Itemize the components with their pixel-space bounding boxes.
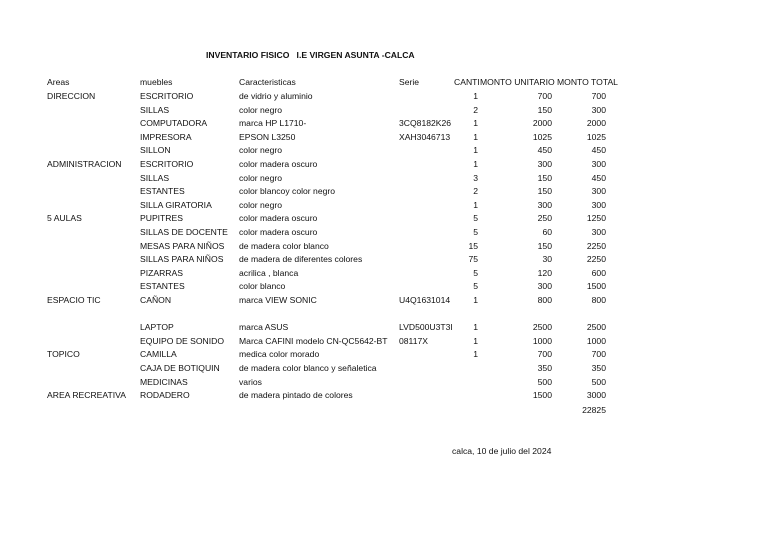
row-monto-unitario: 150 bbox=[537, 172, 552, 183]
document-title: INVENTARIO FISICO I.E VIRGEN ASUNTA -CALCA bbox=[206, 50, 415, 60]
row-monto-total: 350 bbox=[591, 363, 606, 373]
row-area bbox=[47, 104, 139, 118]
row-caracteristica: color negro bbox=[239, 172, 282, 183]
row-monto-total: 2250 bbox=[586, 254, 606, 265]
row-monto-unitario: 700 bbox=[537, 91, 552, 101]
row-monto-unitario: 150 bbox=[537, 186, 552, 197]
row-cantidad: 75 bbox=[468, 254, 478, 265]
row-serie: 08117X bbox=[399, 335, 428, 346]
row-cantidad bbox=[440, 389, 478, 403]
row-caracteristica: acrilica , blanca bbox=[239, 267, 299, 278]
row-mueble: ESTANTES bbox=[140, 281, 185, 292]
row-area bbox=[47, 376, 139, 390]
row-area: AREA RECREATIVA bbox=[47, 390, 126, 401]
row-caracteristica: medica color morado bbox=[239, 349, 320, 360]
row-area bbox=[47, 335, 139, 349]
row-monto-unitario: 60 bbox=[542, 227, 552, 237]
row-caracteristica: de madera color blanco bbox=[239, 240, 329, 251]
row-caracteristica: de madera color blanco y señaletica bbox=[239, 363, 377, 373]
row-mueble: RODADERO bbox=[140, 390, 190, 401]
row-monto-unitario: 1025 bbox=[532, 131, 552, 142]
row-monto-total: 2500 bbox=[586, 322, 606, 333]
row-monto-total: 1500 bbox=[586, 281, 606, 292]
row-cantidad: 3 bbox=[473, 172, 478, 183]
row-cantidad: 1 bbox=[473, 118, 478, 129]
row-serie: 3CQ8182K26 bbox=[399, 118, 452, 129]
row-mueble: PIZARRAS bbox=[140, 267, 183, 278]
row-cantidad: 1 bbox=[473, 322, 478, 333]
row-mueble: CAJA DE BOTIQUIN bbox=[140, 363, 220, 373]
row-monto-unitario: 800 bbox=[537, 295, 552, 305]
row-monto-total: 700 bbox=[591, 349, 606, 360]
row-monto-unitario: 150 bbox=[537, 104, 552, 115]
row-monto-total: 300 bbox=[591, 199, 606, 210]
row-monto-unitario bbox=[490, 308, 552, 322]
row-area: ADMINISTRACION bbox=[47, 159, 122, 169]
row-area: DIRECCION bbox=[47, 91, 96, 101]
row-cantidad: 5 bbox=[473, 213, 478, 224]
row-monto-unitario: 700 bbox=[537, 349, 552, 360]
grand-total: 22825 bbox=[582, 405, 606, 415]
row-mueble: PUPITRES bbox=[140, 213, 183, 224]
row-mueble: COMPUTADORA bbox=[140, 118, 208, 129]
row-monto-unitario: 2500 bbox=[532, 322, 552, 333]
row-area: TOPICO bbox=[47, 349, 80, 360]
row-monto-total: 450 bbox=[591, 145, 606, 156]
row-area: ESPACIO TIC bbox=[47, 295, 101, 305]
row-area bbox=[47, 226, 139, 240]
row-serie: LVD500U3T3I bbox=[399, 322, 453, 333]
header-muebles: muebles bbox=[140, 77, 173, 87]
row-monto-unitario: 2000 bbox=[532, 118, 552, 129]
row-monto-total: 2250 bbox=[586, 240, 606, 251]
row-monto-total: 1250 bbox=[586, 213, 606, 224]
header-monto-unitario: MONTO UNITARIO bbox=[480, 77, 555, 87]
row-cantidad: 5 bbox=[473, 267, 478, 278]
row-cantidad: 1 bbox=[473, 335, 478, 346]
row-caracteristica: color madera oscuro bbox=[239, 159, 318, 169]
row-mueble: ESTANTES bbox=[140, 186, 185, 197]
row-area bbox=[47, 117, 139, 131]
row-area bbox=[47, 131, 139, 145]
row-cantidad: 1 bbox=[473, 91, 478, 101]
row-caracteristica: de vidrio y aluminio bbox=[239, 91, 313, 101]
row-cantidad: 2 bbox=[473, 186, 478, 197]
row-mueble: SILLAS DE DOCENTE bbox=[140, 227, 228, 237]
row-monto-unitario: 120 bbox=[537, 267, 552, 278]
row-monto-total: 300 bbox=[591, 186, 606, 197]
row-caracteristica: marca VIEW SONIC bbox=[239, 295, 317, 305]
row-mueble: ESCRITORIO bbox=[140, 91, 194, 101]
date-footer: calca, 10 de julio del 2024 bbox=[452, 446, 552, 456]
row-caracteristica: color negro bbox=[239, 145, 282, 156]
row-monto-unitario: 30 bbox=[542, 254, 552, 265]
row-monto-unitario: 1500 bbox=[532, 390, 552, 401]
row-monto-unitario: 500 bbox=[537, 376, 552, 387]
row-monto-total: 3000 bbox=[586, 390, 606, 401]
row-cantidad bbox=[440, 308, 478, 322]
row-area bbox=[47, 308, 139, 322]
row-monto-total: 300 bbox=[591, 159, 606, 169]
row-cantidad: 15 bbox=[468, 240, 478, 251]
row-cantidad bbox=[440, 362, 478, 376]
row-monto-unitario: 300 bbox=[537, 199, 552, 210]
row-cantidad: 5 bbox=[473, 281, 478, 292]
row-mueble: SILLON bbox=[140, 145, 171, 156]
row-mueble: LAPTOP bbox=[140, 322, 174, 333]
row-monto-total: 1025 bbox=[586, 131, 606, 142]
row-caracteristica: marca HP L1710- bbox=[239, 118, 307, 129]
header-areas: Areas bbox=[47, 77, 70, 87]
row-monto-unitario: 300 bbox=[537, 281, 552, 292]
row-monto-unitario: 150 bbox=[537, 240, 552, 251]
row-monto-total bbox=[560, 308, 606, 322]
row-serie: XAH3046713 bbox=[399, 131, 451, 142]
row-mueble: MEDICINAS bbox=[140, 376, 188, 387]
header-caracteristicas: Caracteristicas bbox=[239, 77, 296, 87]
row-monto-unitario: 300 bbox=[537, 159, 552, 169]
row-cantidad: 2 bbox=[473, 104, 478, 115]
row-monto-total: 1000 bbox=[586, 335, 606, 346]
row-caracteristica: EPSON L3250 bbox=[239, 131, 296, 142]
row-monto-unitario: 450 bbox=[537, 145, 552, 156]
row-monto-total: 800 bbox=[591, 295, 606, 305]
row-caracteristica: color negro bbox=[239, 104, 282, 115]
row-monto-total: 500 bbox=[591, 376, 606, 387]
row-area bbox=[47, 362, 139, 376]
row-area: 5 AULAS bbox=[47, 213, 82, 224]
row-caracteristica: marca ASUS bbox=[239, 322, 289, 333]
row-monto-total: 450 bbox=[591, 172, 606, 183]
row-area bbox=[47, 185, 139, 199]
row-mueble: IMPRESORA bbox=[140, 131, 192, 142]
row-mueble: CAÑON bbox=[140, 295, 172, 305]
row-cantidad: 1 bbox=[473, 159, 478, 169]
row-mueble bbox=[140, 308, 238, 322]
row-caracteristica: color negro bbox=[239, 199, 282, 210]
row-mueble: MESAS PARA NIÑOS bbox=[140, 240, 225, 251]
row-caracteristica: varios bbox=[239, 376, 262, 387]
row-monto-unitario: 1000 bbox=[532, 335, 552, 346]
header-cantidad: CANTI bbox=[454, 77, 480, 87]
row-area bbox=[47, 172, 139, 186]
row-area bbox=[47, 240, 139, 254]
row-monto-total: 700 bbox=[591, 91, 606, 101]
row-caracteristica: color blanco bbox=[239, 281, 286, 292]
row-monto-unitario: 250 bbox=[537, 213, 552, 224]
row-area bbox=[47, 253, 139, 267]
row-cantidad: 1 bbox=[473, 131, 478, 142]
row-caracteristica: de madera pintado de colores bbox=[239, 390, 353, 401]
row-area bbox=[47, 199, 139, 213]
row-caracteristica: color blancoy color negro bbox=[239, 186, 336, 197]
row-mueble: SILLAS bbox=[140, 104, 170, 115]
row-area bbox=[47, 321, 139, 335]
row-caracteristica: color madera oscuro bbox=[239, 213, 318, 224]
row-cantidad bbox=[440, 376, 478, 390]
row-monto-total: 300 bbox=[591, 227, 606, 237]
row-mueble: CAMILLA bbox=[140, 349, 177, 360]
row-cantidad: 1 bbox=[473, 295, 478, 305]
row-caracteristica: de madera de diferentes colores bbox=[239, 254, 363, 265]
row-mueble: SILLAS bbox=[140, 172, 170, 183]
header-monto-total: MONTO TOTAL bbox=[557, 77, 618, 87]
row-mueble: SILLAS PARA NIÑOS bbox=[140, 254, 224, 265]
row-area bbox=[47, 280, 139, 294]
row-area bbox=[47, 144, 139, 158]
row-cantidad: 5 bbox=[473, 227, 478, 237]
row-caracteristica: Marca CAFINI modelo CN-QC5642-BT bbox=[239, 335, 388, 346]
header-serie: Serie bbox=[399, 77, 420, 87]
row-cantidad: 1 bbox=[473, 199, 478, 210]
row-caracteristica: color madera oscuro bbox=[239, 227, 318, 237]
row-mueble: SILLA GIRATORIA bbox=[140, 199, 212, 210]
row-monto-total: 600 bbox=[591, 267, 606, 278]
row-monto-total: 300 bbox=[591, 104, 606, 115]
row-area bbox=[47, 267, 139, 281]
row-cantidad: 1 bbox=[473, 349, 478, 360]
row-cantidad: 1 bbox=[473, 145, 478, 156]
row-mueble: ESCRITORIO bbox=[140, 159, 194, 169]
row-mueble: EQUIPO DE SONIDO bbox=[140, 335, 225, 346]
row-monto-unitario: 350 bbox=[537, 363, 552, 373]
row-serie: U4Q1631014 bbox=[399, 295, 451, 305]
row-caracteristica bbox=[239, 308, 397, 322]
row-monto-total: 2000 bbox=[586, 118, 606, 129]
